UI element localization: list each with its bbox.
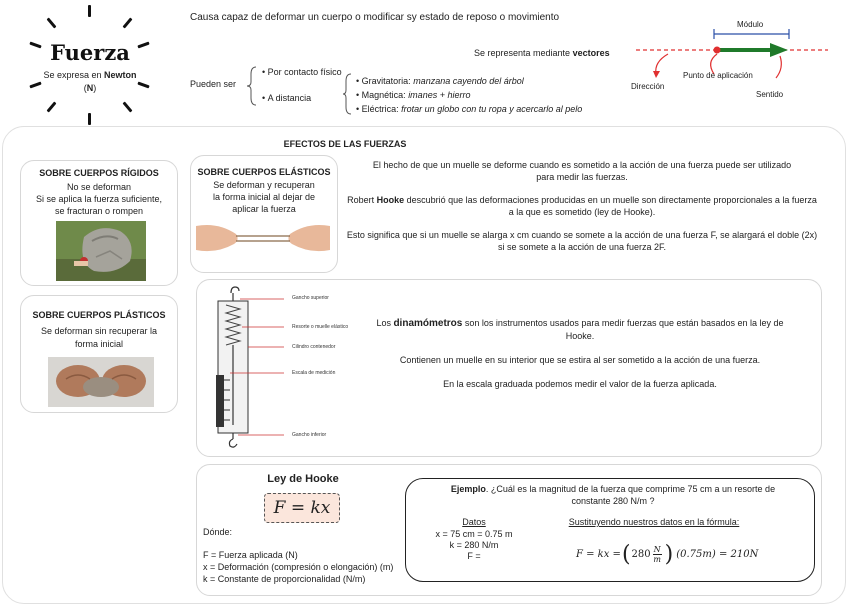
dato-f: F = — [467, 551, 481, 561]
rock-photo — [56, 221, 146, 281]
label-escala: Escala de medición — [292, 370, 336, 376]
unit-symbol-line — [40, 83, 140, 93]
plastic-text — [20, 325, 178, 351]
calc-fraction — [653, 545, 662, 564]
distance-bracket — [342, 72, 352, 116]
ray — [88, 5, 91, 17]
label-direccion: Dirección — [631, 82, 665, 91]
elastic-line: Se deforman y recuperan — [213, 180, 315, 190]
effects-title: EFECTOS DE LAS FUERZAS — [283, 139, 407, 149]
types-bracket — [246, 64, 258, 108]
p2-rest: descubrió que las deformaciones producidas en un muelle son directamente proporcionales a la fuerza a la que es sometido (ley de Hooke). — [404, 195, 817, 217]
example-text: frotar un globo con tu ropa y acercarlo al pelo — [401, 104, 583, 114]
definition: Causa capaz de deformar un cuerpo o modificar sy estado de reposo o movimiento — [190, 12, 560, 23]
ray — [88, 113, 91, 125]
type-contact — [262, 67, 342, 77]
label-modulo: Módulo — [737, 20, 764, 29]
ray — [122, 101, 132, 112]
label-gancho-superior: Gancho superior — [292, 295, 329, 301]
calc-num: N — [653, 545, 661, 554]
bullet-icon: • — [262, 67, 268, 77]
elastic-title: SOBRE CUERPOS ELÁSTICOS — [197, 167, 331, 177]
label-gancho-inferior: Gancho inferior — [292, 432, 327, 438]
def-f: F = Fuerza aplicada (N) — [203, 550, 298, 560]
dato-x: x = 75 cm = 0.75 m — [435, 529, 513, 539]
rigid-line: se fracturan o rompen — [54, 206, 144, 216]
example-question-text: . ¿Cuál es la magnitud de la fuerza que comprime 75 cm a un resorte de constante 280 N/m ? — [485, 484, 776, 506]
example-question — [438, 483, 788, 507]
donde-label: Dónde: — [203, 527, 233, 537]
rigid-line: No se deforman — [66, 182, 132, 192]
clay-photo — [48, 357, 154, 407]
dyn-p3: En la escala graduada podemos medir el valor de la fuerza aplicada. — [443, 379, 717, 389]
page-title: Fuerza — [50, 40, 130, 65]
vectors-word: vectores — [572, 48, 610, 58]
type-contact-label: Por contacto físico — [267, 67, 342, 77]
calc-paren-close: ) — [664, 542, 674, 567]
example-text: manzana cayendo del árbol — [413, 76, 524, 86]
dato-k: k = 280 N/m — [449, 540, 499, 550]
distance-examples — [356, 74, 582, 116]
calculation — [576, 542, 758, 567]
plastic-line: Se deforman sin recuperar la — [40, 326, 158, 336]
example-name: Magnética: — [361, 90, 409, 100]
unit-name: Newton — [104, 70, 137, 80]
hooke-name: Hooke — [376, 195, 405, 205]
hooke-formula: F = kx — [264, 493, 340, 523]
elastic-line: aplicar la fuerza — [232, 204, 296, 214]
elastic-line: la forma inicial al dejar de — [212, 192, 316, 202]
unit-paren-close: ) — [93, 83, 97, 93]
label-resorte: Resorte o muelle elástico — [292, 324, 349, 330]
rubber-band-photo — [196, 216, 330, 260]
unit-paren-open: ( — [83, 83, 87, 93]
rigid-line: Si se aplica la fuerza suficiente, — [35, 194, 163, 204]
sust-title: Sustituyendo nuestros datos en la fórmula: — [568, 517, 740, 527]
rigid-text — [20, 181, 178, 217]
example-electrica: • Eléctrica: frotar un globo con tu ropa y acercarlo al pelo — [356, 104, 583, 114]
vectors-prefix: Se representa mediante — [474, 48, 573, 58]
dynamometer-text — [366, 317, 794, 390]
calc-left: F = kx = — [576, 549, 621, 560]
dyn-p2: Contienen un muelle en su interior que se estira al ser sometido a la acción de una fuerza. — [399, 355, 761, 365]
plastic-line: forma inicial — [74, 339, 123, 349]
example-text: imanes + hierro — [408, 90, 471, 100]
dyn-p1 — [366, 317, 794, 342]
dyn-rest: son los instrumentos usados para medir fuerzas que están basados en la ley de Hooke. — [462, 318, 784, 341]
type-distance-label: A distancia — [267, 93, 312, 103]
ray — [46, 17, 56, 28]
calc-right: (0.75m) = 210N — [676, 549, 759, 560]
ray — [46, 101, 56, 112]
label-punto: Punto de aplicación — [683, 71, 753, 80]
elastic-p3: Esto significa que si un muelle se alarga x cm cuando se somete a la acción de una fuerza F, se alargará el doble (2x) si se somete a la acción de una fuerza 2F. — [346, 230, 818, 252]
elastic-explanation — [344, 159, 820, 253]
vector-diagram — [630, 14, 840, 109]
datos-list — [420, 529, 528, 562]
elastic-p1: El hecho de que un muelle se deforme cuando es sometido a la acción de una fuerza puede ser utilizado para medir las fuerzas. — [372, 160, 792, 182]
dynamometer-diagram — [204, 285, 284, 451]
def-x: x = Deformación (compresión o elongación) (m) — [203, 562, 394, 572]
unit-symbol: N — [86, 83, 94, 93]
type-distance — [262, 93, 311, 103]
dyn-word: dinamómetros — [393, 318, 463, 329]
unit-line — [25, 70, 155, 80]
rigid-title: SOBRE CUERPOS RÍGIDOS — [39, 168, 159, 178]
example-name: Eléctrica: — [361, 104, 402, 114]
calc-den: m — [653, 555, 661, 564]
p2-prefix: Robert — [347, 195, 377, 205]
datos-title: Datos — [462, 517, 486, 527]
example-label: Ejemplo — [450, 484, 486, 494]
unit-prefix: Se expresa en — [43, 70, 105, 80]
pueden-ser-label: Pueden ser — [190, 79, 237, 89]
bullet-icon: • — [262, 93, 268, 103]
hooke-definitions — [203, 549, 393, 585]
label-sentido: Sentido — [756, 90, 784, 99]
dyn-prefix: Los — [376, 318, 394, 328]
example-gravitatoria: • Gravitatoria: manzana cayendo del árbol — [356, 76, 524, 86]
title-badge — [20, 5, 160, 125]
label-cilindro: Cilindro contenedor — [292, 344, 336, 350]
hooke-title: Ley de Hooke — [267, 473, 339, 485]
elastic-text — [190, 179, 338, 215]
def-k: k = Constante de proporcionalidad (N/m) — [203, 574, 366, 584]
calc-paren-open: ( — [621, 542, 631, 567]
plastic-title: SOBRE CUERPOS PLÁSTICOS — [32, 310, 166, 320]
example-name: Gravitatoria: — [361, 76, 414, 86]
vectors-line — [474, 48, 610, 58]
calc-k: 280 — [631, 549, 651, 560]
example-magnetica: • Magnética: imanes + hierro — [356, 90, 471, 100]
elastic-p2 — [344, 194, 820, 218]
ray — [122, 17, 132, 28]
